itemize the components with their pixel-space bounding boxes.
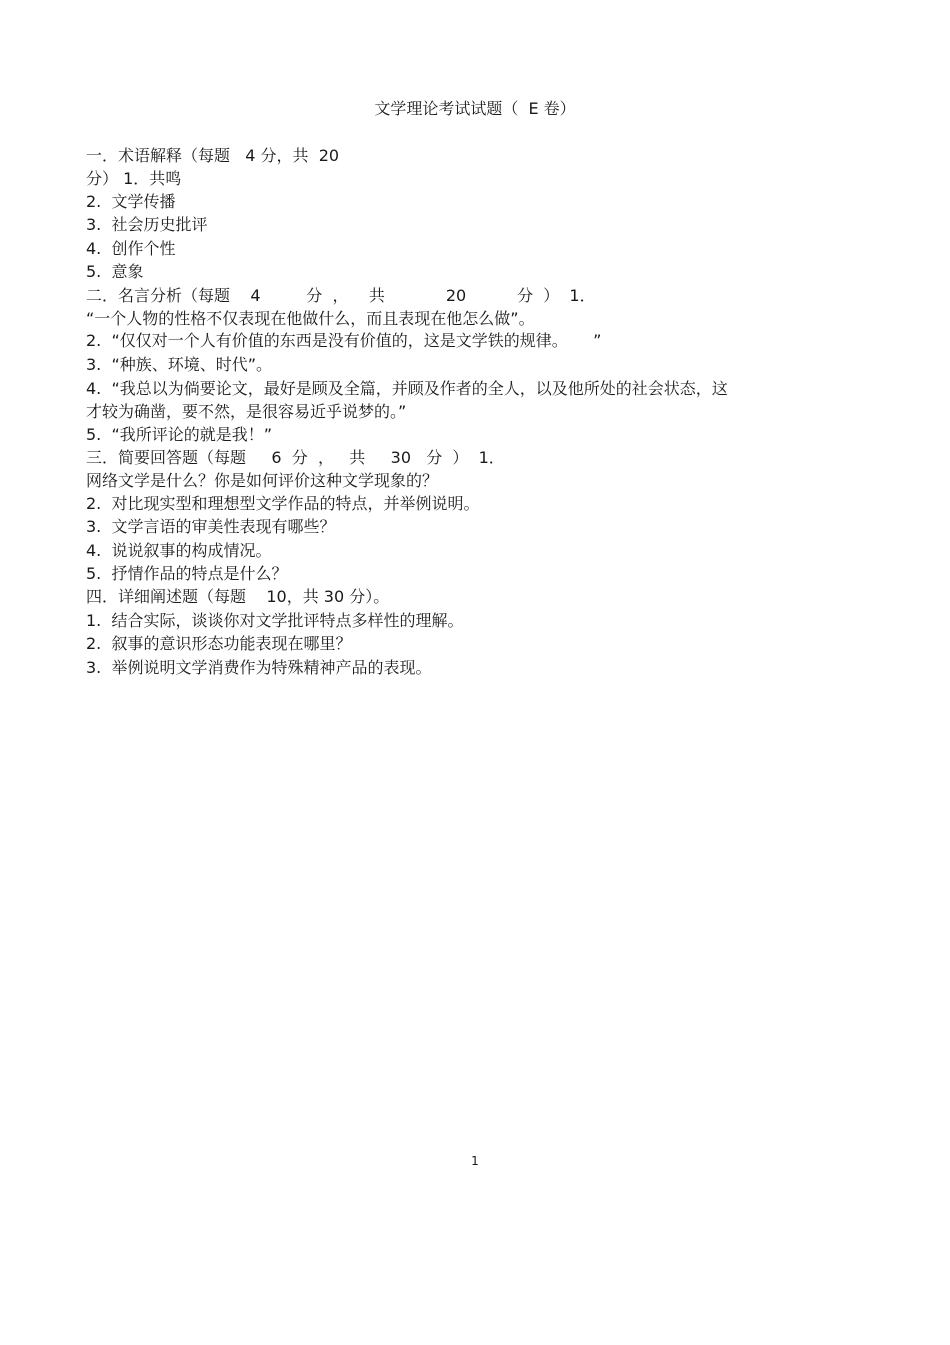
section-2-item: 5. “我所评论的就是我！” (86, 425, 273, 444)
section-2-item: 2. “仅仅对一个人有价值的东西是没有价值的，这是文学铁的规律。 ” (86, 331, 602, 350)
section-1-item: 分） 1．共鸣 (86, 169, 182, 188)
section-3-item: 2. 对比现实型和理想型文学作品的特点，并举例说明。 (86, 494, 480, 513)
section-1-item: 4. 创作个性 (86, 239, 176, 258)
section-2-heading: 二．名言分析（每题 4 分 ， 共 20 分 ） 1． (86, 286, 596, 305)
section-1-item: 2. 文学传播 (86, 192, 176, 211)
section-3-item: 5. 抒情作品的特点是什么？ (86, 564, 288, 583)
section-1-heading: 一．术语解释（每题 4 分，共 20 (86, 146, 340, 165)
section-4-item: 3. 举例说明文学消费作为特殊精神产品的表现。 (86, 658, 432, 677)
page-number: 1 (471, 1154, 479, 1168)
section-3-item: 3. 文学言语的审美性表现有哪些？ (86, 517, 336, 536)
section-2-item-continuation: 才较为确凿，要不然，是很容易近乎说梦的。” (86, 402, 407, 421)
section-1-item: 3. 社会历史批评 (86, 215, 208, 234)
section-2-item: 4. “我总以为倘要论文，最好是顾及全篇，并顾及作者的全人，以及他所处的社会状态，这 (86, 379, 728, 398)
section-1-item: 5. 意象 (86, 262, 144, 281)
section-2-item: “一个人物的性格不仅表现在他做什么，而且表现在他怎么做”。 (86, 309, 535, 328)
section-4-item: 1. 结合实际，谈谈你对文学批评特点多样性的理解。 (86, 611, 464, 630)
section-2-item: 3. “种族、环境、时代”。 (86, 355, 273, 374)
section-3-item: 网络文学是什么？你是如何评价这种文学现象的？ (86, 471, 439, 490)
section-4-heading: 四．详细阐述题（每题 10，共 30 分）。 (86, 587, 390, 606)
section-4-item: 2. 叙事的意识形态功能表现在哪里？ (86, 634, 352, 653)
section-3-heading: 三．简要回答题（每题 6 分 ， 共 30 分 ） 1． (86, 448, 505, 467)
section-3-item: 4. 说说叙事的构成情况。 (86, 541, 272, 560)
page-title: 文学理论考试试题（ E 卷） (374, 99, 576, 118)
